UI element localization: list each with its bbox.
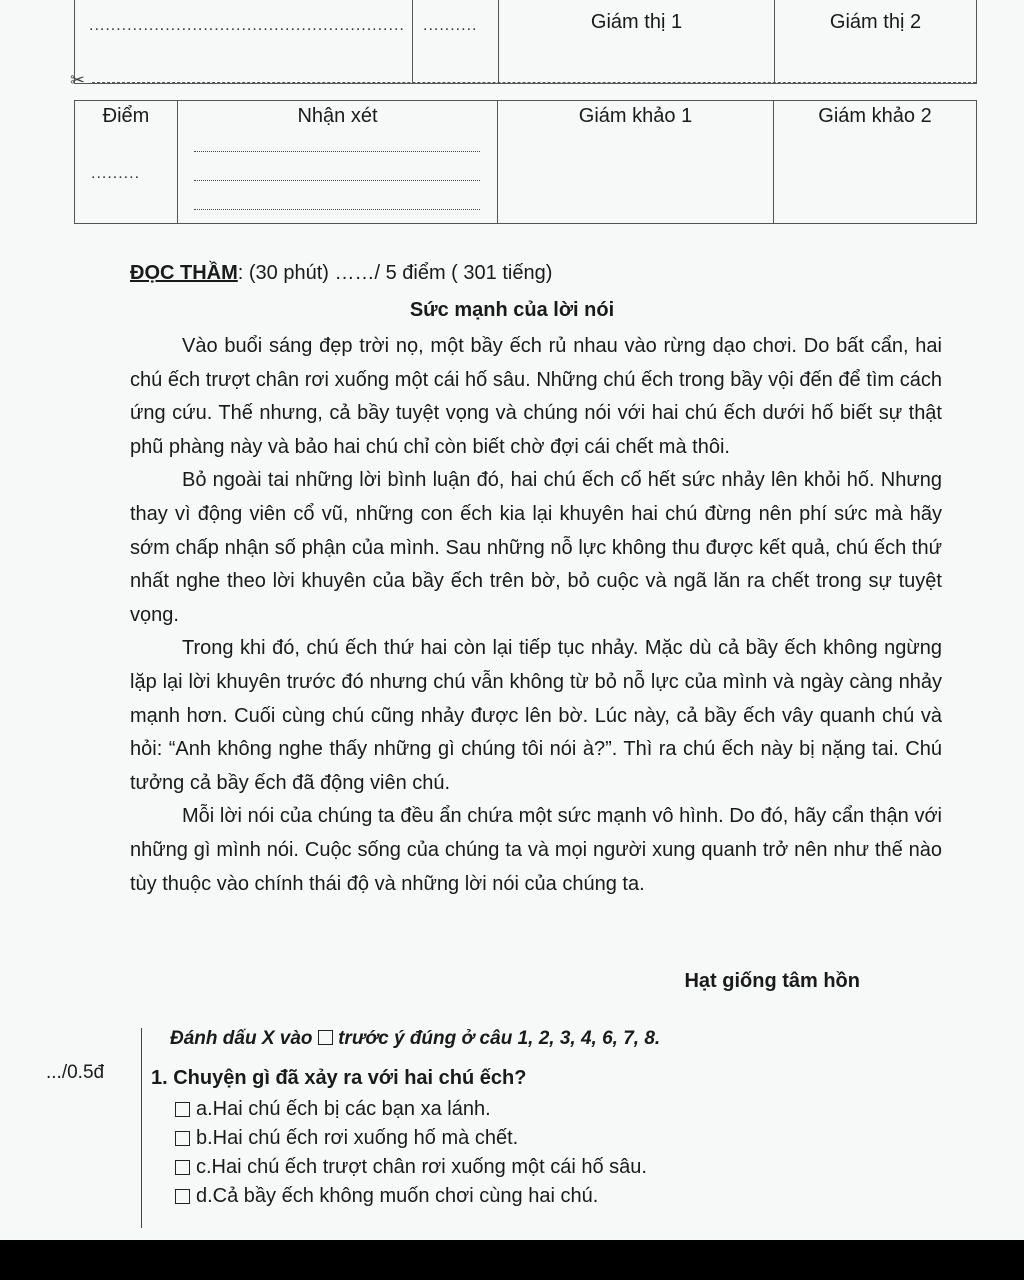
invigilator-1-header: Giám thị 1: [499, 0, 775, 84]
comment-cell: [178, 101, 498, 224]
dashed-divider: [92, 82, 976, 83]
option-a-text: a.Hai chú ếch bị các bạn xa lánh.: [196, 1098, 491, 1120]
name-dots: ..........................................................: [89, 17, 405, 34]
examiner-2-header: Giám khảo 2: [774, 101, 977, 224]
q1-score-mark: .../0.5đ: [46, 1062, 105, 1083]
instruction-before: Đánh dấu X vào: [170, 1028, 318, 1049]
instruction-after: trước ý đúng ở câu 1, 2, 3, 4, 6, 7, 8.: [332, 1028, 661, 1049]
checkbox-icon: [318, 1030, 333, 1045]
instruction: [170, 1028, 660, 1050]
option-c-text: c.Hai chú ếch trượt chân rơi xuống một cái hố sâu.: [196, 1156, 647, 1178]
comment-label: Nhận xét: [297, 105, 378, 127]
score-table: [74, 100, 977, 224]
score-label: Điểm: [102, 105, 150, 127]
option-b-text: b.Hai chú ếch rơi xuống hố mà chết.: [196, 1127, 519, 1149]
number-dots: ..........: [423, 17, 478, 34]
option-d[interactable]: [175, 1182, 647, 1211]
question-1: 1. Chuyện gì đã xảy ra với hai chú ếch?: [151, 1067, 527, 1089]
examiner-1-header: Giám khảo 1: [498, 101, 774, 224]
passage-paragraph: Mỗi lời nói của chúng ta đều ẩn chứa một sức mạnh vô hình. Do đó, hãy cẩn thận với những gì mình nói. Cuộc sống của chúng ta và mọi người xung quanh trở nên như thế nào tùy thuộc vào chính thái độ và những lời nói của chúng ta.: [130, 805, 942, 895]
score-cell: [75, 101, 178, 224]
invigilator-table: [74, 0, 977, 84]
comment-line-1: [194, 151, 480, 152]
comment-line-3: [194, 209, 480, 210]
checkbox-c[interactable]: [175, 1160, 190, 1175]
passage-paragraph: Vào buổi sáng đẹp trời nọ, một bầy ếch rủ nhau vào rừng dạo chơi. Do bất cẩn, hai chú ếch trượt chân rơi xuống một cái hố sâu. Những chú ếch trong bầy vội đến để tìm cách ứng cứu. Thế nhưng, cả bầy tuyệt vọng và chúng nói với hai chú ếch dưới hố biết sự thật phũ phàng này và bảo hai chú chỉ còn biết chờ đợi cái chết mà thôi.: [130, 335, 942, 458]
score-dots: .........: [91, 165, 141, 182]
option-b[interactable]: [175, 1124, 647, 1153]
checkbox-b[interactable]: [175, 1131, 190, 1146]
checkbox-d[interactable]: [175, 1189, 190, 1204]
cut-line: [70, 70, 976, 90]
bottom-black-bar: [0, 1240, 1024, 1280]
reading-heading-info: : (30 phút) ……/ 5 điểm ( 301 tiếng): [237, 262, 553, 284]
option-d-text: d.Cả bầy ếch không muốn chơi cùng hai chú.: [196, 1185, 599, 1207]
option-a[interactable]: [175, 1095, 647, 1124]
number-cell: [413, 0, 499, 84]
question-1-options: [175, 1095, 647, 1211]
passage-source: Hạt giống tâm hồn: [684, 970, 860, 992]
reading-heading: [130, 262, 552, 285]
passage-body: [130, 330, 942, 901]
comment-line-2: [194, 180, 480, 181]
passage-paragraph: Bỏ ngoài tai những lời bình luận đó, hai chú ếch cố hết sức nhảy lên khỏi hố. Nhưng thay vì động viên cổ vũ, những con ếch kia lại khuyên hai chú đừng nên phí sức mà hãy sớm chấp nhận số phận của mình. Sau những nỗ lực không thu được kết quả, chú ếch thứ nhất nghe theo lời khuyên của bầy ếch trên bờ, bỏ cuộc và ngã lăn ra chết trong sự tuyệt vọng.: [130, 469, 942, 626]
margin-divider: [141, 1028, 142, 1228]
passage-paragraph: Trong khi đó, chú ếch thứ hai còn lại tiếp tục nhảy. Mặc dù cả bầy ếch không ngừng lặp lại lời khuyên trước đó nhưng chú vẫn không từ bỏ nỗ lực của mình và ngày càng nhảy mạnh hơn. Cuối cùng chú cũng nhảy được lên bờ. Lúc này, cả bầy ếch vây quanh chú và hỏi: “Anh không nghe thấy những gì chúng tôi nói à?”. Thì ra chú ếch này bị nặng tai. Chú tưởng cả bầy ếch đã động viên chú.: [130, 637, 942, 794]
reading-heading-label: ĐỌC THẦM: [130, 262, 238, 284]
name-cell: [75, 0, 413, 84]
passage-title: Sức mạnh của lời nói: [409, 299, 615, 321]
invigilator-2-header: Giám thị 2: [775, 0, 977, 84]
option-c[interactable]: [175, 1153, 647, 1182]
scissors-icon: ✂: [70, 70, 86, 90]
checkbox-a[interactable]: [175, 1102, 190, 1117]
